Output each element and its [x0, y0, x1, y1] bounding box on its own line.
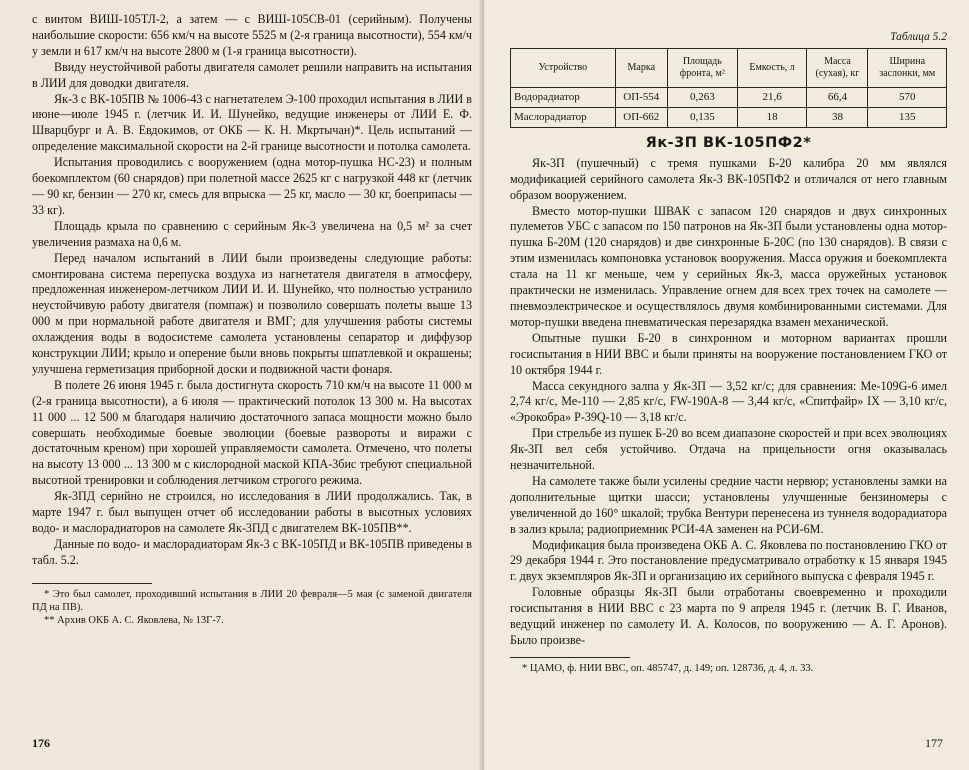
paragraph: с винтом ВИШ-105ТЛ-2, а затем — с ВИШ-105СВ-01 (серийным). Получены наибольшие скорости: 656 км/ч на высоте 5525 м (2-я граница высотности), 554 км/ч у земли и 617 км/ч на высоте 2800 м (1-я граница высотности).	[32, 12, 472, 58]
right-footnotes	[510, 662, 947, 675]
table-cell: 570	[868, 87, 947, 107]
footnote: ** Архив ОКБ А. С. Яковлева, № 13Г-7.	[44, 614, 224, 626]
paragraph: При стрельбе из пушек Б-20 во всем диапазоне скоростей и при всех эволюциях Як-3П вел себя устойчиво. Отдача на прицельности огня оказывалась незначительной.	[510, 426, 947, 473]
page-number: 177	[925, 736, 943, 751]
paragraph: Опытные пушки Б-20 в синхронном и моторном вариантах прошли госиспытания в НИИ ВВС и были приняты на вооружение постановлением ГКО от 10 октября 1944 г.	[510, 330, 947, 377]
right-page	[484, 0, 969, 770]
paragraph: Данные по водо- и маслорадиаторам Як-3 с ВК-105ПД и ВК-105ПВ приведены в табл. 5.2.	[32, 536, 472, 567]
table-cell: 18	[737, 107, 807, 127]
table-header-row	[511, 48, 947, 87]
paragraph: Як-3П (пушечный) с тремя пушками Б-20 калибра 20 мм являлся модификацией серийного самолета Як-3 ВК-105ПФ2 и отличался от него главным образом вооружением.	[510, 155, 947, 202]
table-cell: 38	[807, 107, 868, 127]
page-number: 176	[32, 736, 50, 751]
paragraph: Як-3ПД серийно не строился, но исследования в ЛИИ продолжались. Так, в марте 1947 г. был выпущен отчет об исследовании работы в высотных условиях водо- и маслорадиаторов на самолете Як-3ПД с двигателем ВК-105ПВ**.	[32, 489, 472, 535]
table-cell: 0,263	[667, 87, 737, 107]
left-page	[0, 0, 484, 770]
table-header: Ширина заслонки, мм	[868, 48, 947, 87]
radiator-table	[510, 48, 947, 128]
paragraph: Вместо мотор-пушки ШВАК с запасом 120 снарядов и двух синхронных пулеметов УБС с запасом по 150 патронов на Як-3П были установлены одна мотор-пушка Б-20М (120 снарядов) и две синхронные Б-20С (по 130 снарядов). В связи с этим изменилась компоновка установок вооружения. Масса оружия и боекомплекта стала на 11 кг меньше, чем у серийных Як-3, масса оружейных установок практически не изменилась. Управление огнем для всех трех точек на самолете — пневмоэлектрическое и осуществлялось двумя комбинированными системами. Для мотор-пушки введена пневматическая перезарядка взамен механической.	[510, 203, 947, 329]
footnote: * Это был самолет, проходивший испытания в ЛИИ 20 февраля—5 мая (с заменой двигателя ПД на ПВ).	[32, 588, 472, 613]
paragraph: Модификация была произведена ОКБ А. С. Яковлева по постановлению ГКО от 29 декабря 1944 г. Это постановление предусматривало отработку к 15 января 1945 г. двух экземпляров Як-3П и организацию их серийного выпуска с февраля 1945 г.	[510, 537, 947, 584]
paragraph: В полете 26 июня 1945 г. была достигнута скорость 710 км/ч на высоте 11 000 м (2-я граница высотности), а 6 июля — практический потолок 13 300 м. На высотах 11 000 ... 12 500 м благодаря наличию достаточного запаса мощности можно было совершать необходимые боевые эволюции (боевые развороты и виражи с достаточным креном) при хорошей управляемости самолета. Отмечено, что полеты на высоту 13 000 ... 13 300 м с кислородной маской КПА-3бис требуют специальной высотной тренировки и соблюдения летчиком строгого режима.	[32, 377, 472, 488]
paragraph: Ввиду неустойчивой работы двигателя самолет решили направить на испытания в ЛИИ для доводки двигателя.	[32, 59, 472, 90]
table-header: Емкость, л	[737, 48, 807, 87]
table-caption: Таблица 5.2	[890, 31, 947, 43]
left-body	[32, 12, 472, 569]
table-cell: Маслорадиатор	[511, 107, 616, 127]
table-header: Площадь фронта, м²	[667, 48, 737, 87]
footnote-divider	[510, 657, 630, 658]
table-cell: Водорадиатор	[511, 87, 616, 107]
paragraph: Перед началом испытаний в ЛИИ были произведены следующие работы: смонтирована система перепуска воздуха из нагнетателя двигателя в атмосферу, предложенная инженером-летчиком ЛИИ И. И. Шунейко, что полностью устранило неустойчивую работу двигателя (помпаж) и позволило совершать полеты выше 13 000 м при нормальной работе двигателя и ВМГ; для улучшения работы системы охлаждения воды в водосистеме самолета установлены сепаратор и диффузор конструкции ЛИИ; крыло и оперение были вновь покрыты шпатлевкой и окрашены; улучшена герметизация приборной доски и подвижной части фонаря.	[32, 250, 472, 376]
table-cell: 0,135	[667, 107, 737, 127]
paragraph: Як-3 с ВК-105ПВ № 1006-43 с нагнетателем Э-100 проходил испытания в ЛИИ в июне—июле 1945 г. (летчик И. И. Шунейко, ведущие инженеры от ЛИИ Е. Ф. Шварцбург и А. В. Евдокимов, от ОКБ — К. Н. Мкртычан)*. Цель испытаний — определение максимальной скорости на 2-й границе высотности и потолка самолета.	[32, 91, 473, 154]
table-cell: 66,4	[807, 87, 868, 107]
table-cell: ОП-554	[615, 87, 667, 107]
paragraph: Головные образцы Як-3П были отработаны своевременно и проходили госиспытания в НИИ ВВС с 23 марта по 9 апреля 1945 г. (летчик В. Г. Иванов, ведущий инженер по самолету И. А. Колосов, по вооружению — А. Г. Аронов). Было произве-	[510, 585, 947, 647]
paragraph: На самолете также были усилены средние части нервюр; установлены замки на дополнительные щитки шасси; установлены улучшенные бензиномеры с увеличенной до 160° шкалой; трубка Вентури перенесена из туннеля водорадиатора в зализ крыла; радиоприемник РСИ-4А заменен на РСИ-6М.	[510, 473, 947, 536]
footnote: * ЦАМО, ф. НИИ ВВС, оп. 485747, д. 149; оп. 128736, д. 4, л. 33.	[522, 662, 814, 674]
table-header: Устройство	[511, 48, 616, 87]
table-row	[511, 107, 947, 127]
table-row	[511, 87, 947, 107]
right-body	[510, 156, 947, 649]
table-cell: 21,6	[737, 87, 807, 107]
paragraph: Испытания проводились с вооружением (одна мотор-пушка НС-23) и полным боекомплектом (60 снарядов) при полетной массе 2625 кг с нагрузкой 448 кг (летчик — 90 кг, бензин — 270 кг, смесь для впрыска — 25 кг, масло — 30 кг, боеприпасы — 33 кг).	[32, 155, 472, 217]
footnote-divider	[32, 583, 152, 584]
paragraph: Масса секундного залпа у Як-3П — 3,52 кг/с; для сравнения: Ме-109G-6 имел 2,74 кг/с, Ме-110 — 2,85 кг/с, FW-190А-8 — 3,44 кг/с, «Спитфайр» IX — 3,10 кг/с, «Эрокобра» Р-39Q-10 — 3,18 кг/с.	[510, 378, 947, 425]
table-header: Масса (сухая), кг	[807, 48, 868, 87]
table-header: Марка	[615, 48, 667, 87]
left-footnotes	[32, 588, 472, 627]
section-title: Як-3П ВК-105ПФ2*	[645, 134, 812, 151]
table-cell: ОП-662	[615, 107, 667, 127]
paragraph: Площадь крыла по сравнению с серийным Як-3 увеличена на 0,5 м² за счет увеличения размаха на 0,6 м.	[32, 218, 472, 249]
table-cell: 135	[868, 107, 947, 127]
